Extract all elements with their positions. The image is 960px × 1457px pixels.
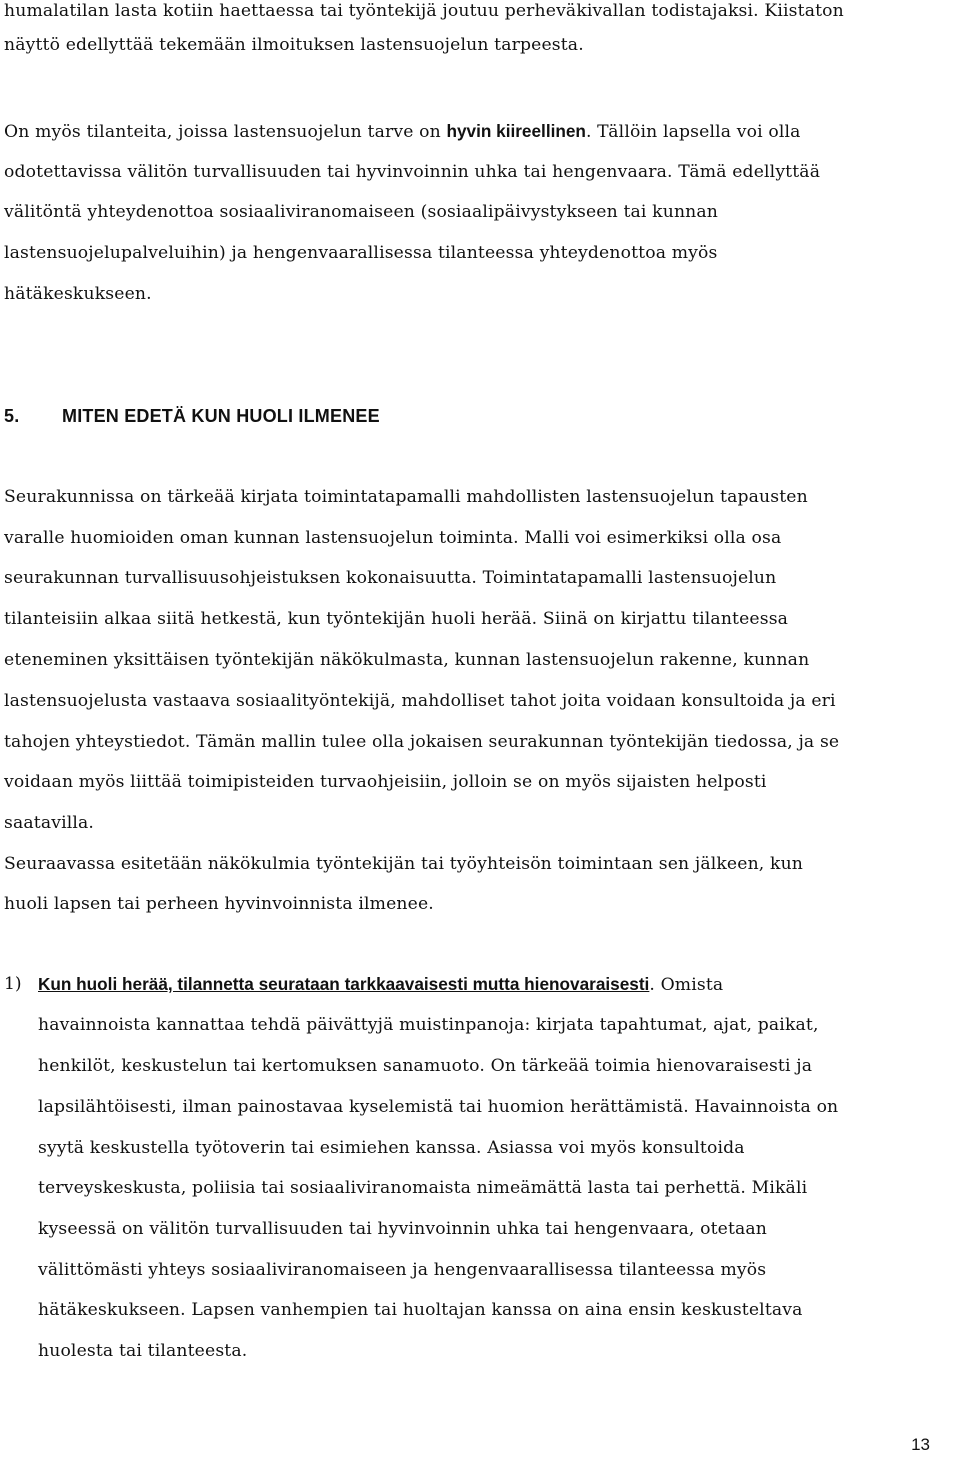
list-line-8: välittömästi yhteys sosiaaliviranomaiseen ja hengenvaarallisessa tilanteessa myös (38, 1260, 767, 1280)
section-title: MITEN EDETÄ KUN HUOLI ILMENEE (62, 406, 380, 426)
body-p2-line-1: Seuraavassa esitetään näkökulmia työntekijän tai työyhteisön toimintaan sen jälkeen, kun (4, 854, 804, 874)
body-p2-line-2: huoli lapsen tai perheen hyvinvoinnista ilmenee. (4, 894, 434, 914)
intro-line-2: näyttö edellyttää tekemään ilmoituksen lastensuojelun tarpeesta. (4, 35, 584, 55)
list-line-1 (38, 973, 723, 996)
body-line-7: tahojen yhteystiedot. Tämän mallin tulee olla jokaisen seurakunnan työntekijän tiedossa, ja se (4, 732, 840, 752)
urgent-line-2: odotettavissa välitön turvallisuuden tai hyvinvoinnin uhka tai hengenvaara. Tämä edellyttää (4, 162, 821, 182)
body-line-9: saatavilla. (4, 813, 95, 833)
list-line-3: henkilöt, keskustelun tai kertomuksen sanamuoto. On tärkeää toimia hienovaraisesti ja (38, 1056, 813, 1076)
body-line-8: voidaan myös liittää toimipisteiden turvaohjeisiin, jolloin se on myös sijaisten helposti (4, 772, 767, 792)
body-line-5: eteneminen yksittäisen työntekijän näkökulmasta, kunnan lastensuojelun rakenne, kunnan (4, 650, 810, 670)
list-line-2: havainnoista kannattaa tehdä päivättyjä muistinpanoja: kirjata tapahtumat, ajat, paikat, (38, 1015, 819, 1035)
list-line-7: kyseessä on välitön turvallisuuden tai hyvinvoinnin uhka tai hengenvaara, otetaan (38, 1219, 768, 1239)
body-line-2: varalle huomioiden oman kunnan lastensuojelun toiminta. Malli voi esimerkiksi olla osa (4, 528, 782, 548)
urgent-line-3: välitöntä yhteydenottoa sosiaaliviranomaiseen (sosiaalipäivystykseen tai kunnan (4, 202, 719, 222)
list-line-6: terveyskeskusta, poliisia tai sosiaaliviranomaista nimeämättä lasta tai perhettä. Mikäli (38, 1178, 808, 1198)
list-line-1-post: . Omista (649, 975, 724, 995)
urgent-line-5: hätäkeskukseen. (4, 284, 152, 304)
list-line-5: syytä keskustella työtoverin tai esimiehen kanssa. Asiassa voi myös konsultoida (38, 1138, 745, 1158)
section-heading (4, 404, 380, 428)
intro-line-1: humalatilan lasta kotiin haettaessa tai työntekijä joutuu perheväkivallan todistajaksi. Kiistaton (4, 1, 844, 21)
list-marker: 1) (4, 974, 22, 994)
list-line-4: lapsilähtöisesti, ilman painostavaa kyselemistä tai huomion herättämistä. Havainnoista on (38, 1097, 839, 1117)
body-line-1: Seurakunnissa on tärkeää kirjata toimintatapamalli mahdollisten lastensuojelun tapausten (4, 487, 808, 507)
page-number: 13 (911, 1435, 930, 1454)
section-number: 5. (4, 406, 20, 426)
list-item-title: Kun huoli herää, tilannetta seurataan tarkkaavaisesti mutta hienovaraisesti (38, 974, 650, 994)
urgent-emphasis: hyvin kiireellinen (446, 121, 586, 141)
body-line-6: lastensuojelusta vastaava sosiaalityöntekijä, mahdolliset tahot joita voidaan konsultoida ja eri (4, 691, 836, 711)
urgent-line-4: lastensuojelupalveluihin) ja hengenvaarallisessa tilanteessa yhteydenottoa myös (4, 243, 718, 263)
list-line-10: huolesta tai tilanteesta. (38, 1341, 248, 1361)
body-line-4: tilanteisiin alkaa siitä hetkestä, kun työntekijän huoli herää. Siinä on kirjattu tilanteessa (4, 609, 789, 629)
urgent-line-1-pre: On myös tilanteita, joissa lastensuojelun tarve on (4, 122, 447, 142)
urgent-line-1 (4, 120, 801, 143)
list-line-9: hätäkeskukseen. Lapsen vanhempien tai huoltajan kanssa on aina ensin keskusteltava (38, 1300, 803, 1320)
urgent-line-1-post: . Tällöin lapsella voi olla (585, 122, 801, 142)
body-line-3: seurakunnan turvallisuusohjeistuksen kokonaisuutta. Toimintatapamalli lastensuojelun (4, 568, 777, 588)
